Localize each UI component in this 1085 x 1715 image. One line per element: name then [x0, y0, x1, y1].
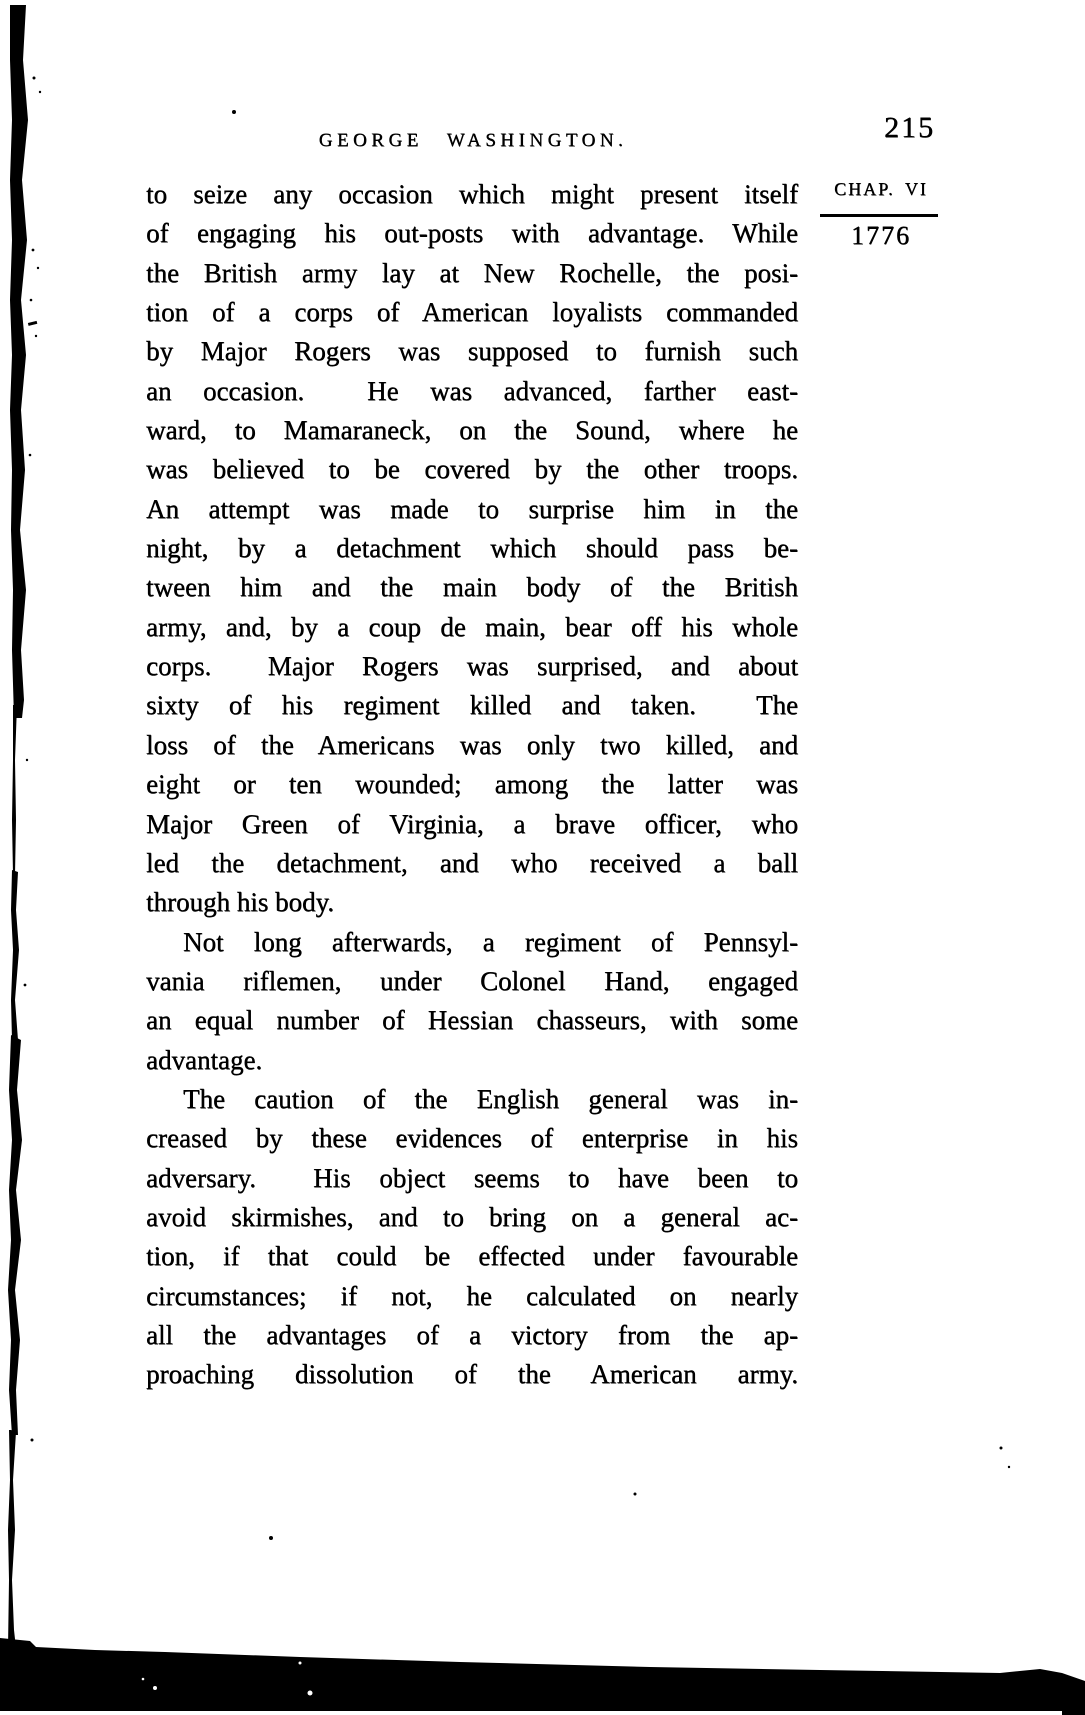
- text-line: creased by these evidences of enterprise in his: [146, 1123, 798, 1154]
- text-line: vania riflemen, under Colonel Hand, engaged: [146, 965, 798, 996]
- text-line: by Major Rogers was supposed to furnish such: [146, 336, 798, 367]
- text-line: was believed to be covered by the other troops.: [146, 454, 798, 485]
- text-line: corps. Major Rogers was surprised, and about: [146, 651, 798, 682]
- margin-rule: [820, 214, 938, 217]
- body-text: [146, 175, 798, 1395]
- bottom-scan-artifact: [0, 1638, 1085, 1711]
- text-line: all the advantages of a victory from the ap-: [146, 1319, 798, 1350]
- text-line: to seize any occasion which might present itself: [146, 179, 798, 209]
- text-line: adversary. His object seems to have been to: [146, 1162, 798, 1193]
- margin-chapter-label: CHAP. VI: [834, 179, 928, 199]
- text-line: army, and, by a coup de main, bear off his whole: [146, 611, 798, 642]
- text-line: an occasion. He was advanced, farther east-: [146, 375, 798, 406]
- binding-edge-artifact: [10, 5, 28, 718]
- running-header: GEORGE WASHINGTON.: [318, 130, 628, 151]
- text-line: An attempt was made to surprise him in the: [146, 493, 798, 524]
- text-line: the British army lay at New Rochelle, the posi-: [146, 257, 798, 288]
- page-number: 215: [884, 111, 935, 144]
- text-line: Not long afterwards, a regiment of Pennsyl-: [183, 926, 798, 957]
- text-line: avoid skirmishes, and to bring on a general ac-: [146, 1201, 798, 1232]
- text-line: The caution of the English general was in-: [183, 1083, 798, 1114]
- text-line: sixty of his regiment killed and taken. The: [146, 690, 798, 721]
- text-line: tion of a corps of American loyalists commanded: [146, 297, 798, 328]
- text-line: through his body.: [146, 887, 334, 918]
- text-line: proaching dissolution of the American army.: [146, 1359, 798, 1390]
- text-line: circumstances; if not, he calculated on nearly: [146, 1280, 798, 1311]
- text-line: loss of the Americans was only two killed, and: [146, 729, 798, 760]
- text-line: tion, if that could be effected under favourable: [146, 1241, 798, 1272]
- text-line: an equal number of Hessian chasseurs, with some: [146, 1005, 798, 1036]
- text-line: led the detachment, and who received a ball: [146, 847, 798, 878]
- text-line: night, by a detachment which should pass be-: [146, 533, 798, 564]
- text-line: Major Green of Virginia, a brave officer, who: [146, 808, 798, 839]
- text-line: of engaging his out-posts with advantage. While: [146, 218, 798, 249]
- ink-speck: [28, 321, 37, 326]
- text-line: advantage.: [146, 1044, 263, 1075]
- text-line: eight or ten wounded; among the latter was: [146, 769, 798, 800]
- margin-year-label: 1776: [851, 221, 911, 250]
- ink-speck: [232, 110, 236, 114]
- text-line: tween him and the main body of the British: [146, 572, 798, 603]
- text-line: ward, to Mamaraneck, on the Sound, where he: [146, 415, 798, 446]
